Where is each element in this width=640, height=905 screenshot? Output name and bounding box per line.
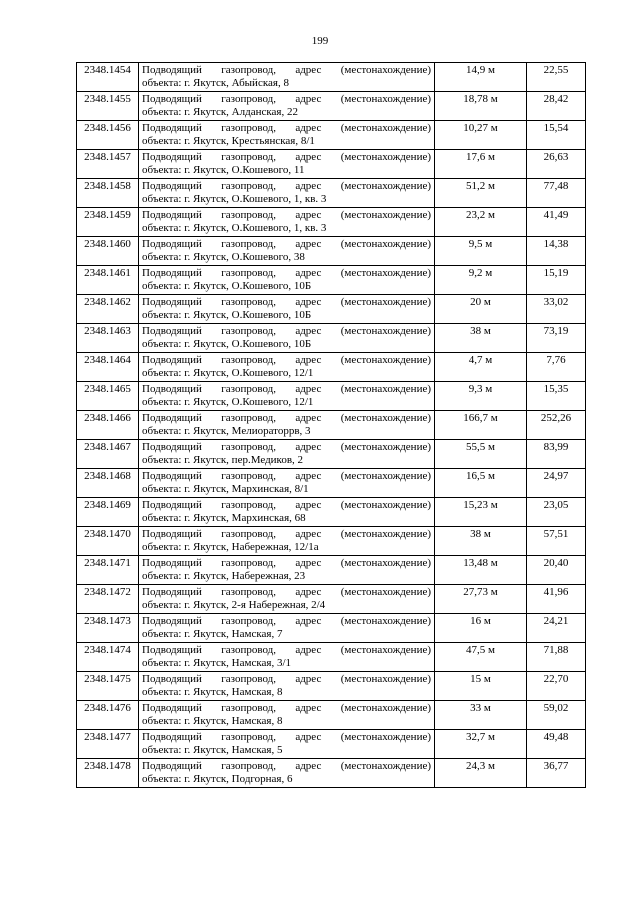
object-description-cell (139, 121, 435, 150)
description-line-1: Подводящий газопровод, адрес (местонахождение) (142, 325, 431, 337)
description-line-2: объекта: г. Якутск, О.Кошевого, 1, кв. 3 (142, 193, 327, 205)
table-row (77, 121, 586, 150)
table-row (77, 353, 586, 382)
description-line-2: объекта: г. Якутск, Намская, 8 (142, 715, 283, 727)
description-line-2: объекта: г. Якутск, Абыйская, 8 (142, 77, 289, 89)
description-line-2: объекта: г. Якутск, Мархинская, 8/1 (142, 483, 309, 495)
registry-number-cell: 2348.1468 (77, 469, 139, 498)
description-line-2: объекта: г. Якутск, Набережная, 23 (142, 570, 306, 582)
value-cell: 26,63 (527, 150, 586, 179)
object-description-cell (139, 92, 435, 121)
description-line-1: Подводящий газопровод, адрес (местонахождение) (142, 180, 431, 192)
table-row (77, 179, 586, 208)
length-cell: 15 м (435, 672, 527, 701)
object-description-cell (139, 527, 435, 556)
length-cell: 55,5 м (435, 440, 527, 469)
length-cell: 23,2 м (435, 208, 527, 237)
table-row (77, 469, 586, 498)
description-line-2: объекта: г. Якутск, О.Кошевого, 10Б (142, 338, 312, 350)
registry-number-cell: 2348.1465 (77, 382, 139, 411)
value-cell: 28,42 (527, 92, 586, 121)
value-cell: 41,49 (527, 208, 586, 237)
description-line-1: Подводящий газопровод, адрес (местонахождение) (142, 586, 431, 598)
value-cell: 77,48 (527, 179, 586, 208)
object-description-cell (139, 643, 435, 672)
value-cell: 14,38 (527, 237, 586, 266)
value-cell: 15,19 (527, 266, 586, 295)
table-row (77, 237, 586, 266)
registry-number-cell: 2348.1456 (77, 121, 139, 150)
description-line-2: объекта: г. Якутск, О.Кошевого, 38 (142, 251, 305, 263)
registry-number-cell: 2348.1463 (77, 324, 139, 353)
length-cell: 10,27 м (435, 121, 527, 150)
description-line-1: Подводящий газопровод, адрес (местонахождение) (142, 557, 431, 569)
registry-number-cell: 2348.1461 (77, 266, 139, 295)
description-line-2: объекта: г. Якутск, О.Кошевого, 12/1 (142, 367, 314, 379)
length-cell: 15,23 м (435, 498, 527, 527)
value-cell: 20,40 (527, 556, 586, 585)
description-line-2: объекта: г. Якутск, О.Кошевого, 10Б (142, 280, 312, 292)
description-line-2: объекта: г. Якутск, Намская, 5 (142, 744, 283, 756)
description-line-2: объекта: г. Якутск, Крестьянская, 8/1 (142, 135, 315, 147)
description-line-2: объекта: г. Якутск, Намская, 3/1 (142, 657, 292, 669)
value-cell: 252,26 (527, 411, 586, 440)
description-line-1: Подводящий газопровод, адрес (местонахождение) (142, 209, 431, 221)
value-cell: 24,21 (527, 614, 586, 643)
table-row (77, 208, 586, 237)
registry-number-cell: 2348.1467 (77, 440, 139, 469)
value-cell: 22,55 (527, 63, 586, 92)
object-description-cell (139, 701, 435, 730)
object-description-cell (139, 208, 435, 237)
table-row (77, 585, 586, 614)
length-cell: 9,2 м (435, 266, 527, 295)
description-line-2: объекта: г. Якутск, О.Кошевого, 1, кв. 3 (142, 222, 327, 234)
value-cell: 22,70 (527, 672, 586, 701)
description-line-2: объекта: г. Якутск, Мархинская, 68 (142, 512, 306, 524)
description-line-2: объекта: г. Якутск, 2-я Набережная, 2/4 (142, 599, 326, 611)
table-row (77, 295, 586, 324)
table-row (77, 759, 586, 788)
table-row (77, 672, 586, 701)
description-line-1: Подводящий газопровод, адрес (местонахождение) (142, 702, 431, 714)
registry-number-cell: 2348.1471 (77, 556, 139, 585)
object-description-cell (139, 498, 435, 527)
description-line-1: Подводящий газопровод, адрес (местонахождение) (142, 296, 431, 308)
table-row (77, 324, 586, 353)
table-row (77, 440, 586, 469)
description-line-2: объекта: г. Якутск, Мелиораторрв, 3 (142, 425, 311, 437)
description-line-1: Подводящий газопровод, адрес (местонахождение) (142, 731, 431, 743)
description-line-2: объекта: г. Якутск, Подгорная, 6 (142, 773, 293, 785)
description-line-2: объекта: г. Якутск, Набережная, 12/1а (142, 541, 319, 553)
description-line-1: Подводящий газопровод, адрес (местонахождение) (142, 615, 431, 627)
object-description-cell (139, 150, 435, 179)
value-cell: 57,51 (527, 527, 586, 556)
description-line-1: Подводящий газопровод, адрес (местонахождение) (142, 470, 431, 482)
length-cell: 4,7 м (435, 353, 527, 382)
registry-number-cell: 2348.1459 (77, 208, 139, 237)
table-row (77, 730, 586, 759)
description-line-1: Подводящий газопровод, адрес (местонахождение) (142, 499, 431, 511)
value-cell: 73,19 (527, 324, 586, 353)
table-row (77, 527, 586, 556)
value-cell: 36,77 (527, 759, 586, 788)
description-line-1: Подводящий газопровод, адрес (местонахождение) (142, 267, 431, 279)
length-cell: 27,73 м (435, 585, 527, 614)
description-line-2: объекта: г. Якутск, Намская, 7 (142, 628, 283, 640)
object-description-cell (139, 63, 435, 92)
length-cell: 38 м (435, 527, 527, 556)
object-description-cell (139, 556, 435, 585)
table-row (77, 614, 586, 643)
value-cell: 24,97 (527, 469, 586, 498)
object-description-cell (139, 353, 435, 382)
length-cell: 16,5 м (435, 469, 527, 498)
object-description-cell (139, 382, 435, 411)
registry-number-cell: 2348.1455 (77, 92, 139, 121)
description-line-2: объекта: г. Якутск, О.Кошевого, 11 (142, 164, 305, 176)
value-cell: 41,96 (527, 585, 586, 614)
description-line-1: Подводящий газопровод, адрес (местонахождение) (142, 760, 431, 772)
length-cell: 9,5 м (435, 237, 527, 266)
description-line-1: Подводящий газопровод, адрес (местонахождение) (142, 238, 431, 250)
object-description-cell (139, 295, 435, 324)
description-line-1: Подводящий газопровод, адрес (местонахождение) (142, 151, 431, 163)
table-row (77, 266, 586, 295)
table-body (77, 63, 586, 788)
length-cell: 51,2 м (435, 179, 527, 208)
registry-number-cell: 2348.1457 (77, 150, 139, 179)
table-row (77, 382, 586, 411)
object-description-cell (139, 759, 435, 788)
value-cell: 15,54 (527, 121, 586, 150)
description-line-1: Подводящий газопровод, адрес (местонахождение) (142, 412, 431, 424)
registry-number-cell: 2348.1472 (77, 585, 139, 614)
value-cell: 15,35 (527, 382, 586, 411)
length-cell: 14,9 м (435, 63, 527, 92)
registry-number-cell: 2348.1478 (77, 759, 139, 788)
value-cell: 23,05 (527, 498, 586, 527)
registry-number-cell: 2348.1477 (77, 730, 139, 759)
value-cell: 7,76 (527, 353, 586, 382)
object-description-cell (139, 179, 435, 208)
description-line-2: объекта: г. Якутск, пер.Медиков, 2 (142, 454, 304, 466)
table-row (77, 150, 586, 179)
gas-pipeline-registry-table (76, 62, 586, 788)
registry-number-cell: 2348.1470 (77, 527, 139, 556)
registry-number-cell: 2348.1474 (77, 643, 139, 672)
value-cell: 71,88 (527, 643, 586, 672)
table-row (77, 63, 586, 92)
registry-number-cell: 2348.1473 (77, 614, 139, 643)
registry-number-cell: 2348.1464 (77, 353, 139, 382)
page-number: 199 (311, 35, 329, 47)
registry-number-cell: 2348.1475 (77, 672, 139, 701)
object-description-cell (139, 237, 435, 266)
object-description-cell (139, 324, 435, 353)
length-cell: 20 м (435, 295, 527, 324)
length-cell: 24,3 м (435, 759, 527, 788)
description-line-2: объекта: г. Якутск, Алданская, 22 (142, 106, 298, 118)
registry-number-cell: 2348.1460 (77, 237, 139, 266)
registry-number-cell: 2348.1454 (77, 63, 139, 92)
value-cell: 33,02 (527, 295, 586, 324)
table-row (77, 556, 586, 585)
table-row (77, 498, 586, 527)
length-cell: 33 м (435, 701, 527, 730)
length-cell: 32,7 м (435, 730, 527, 759)
value-cell: 59,02 (527, 701, 586, 730)
length-cell: 47,5 м (435, 643, 527, 672)
length-cell: 13,48 м (435, 556, 527, 585)
description-line-1: Подводящий газопровод, адрес (местонахождение) (142, 383, 431, 395)
object-description-cell (139, 440, 435, 469)
registry-number-cell: 2348.1469 (77, 498, 139, 527)
description-line-1: Подводящий газопровод, адрес (местонахождение) (142, 354, 431, 366)
description-line-2: объекта: г. Якутск, О.Кошевого, 12/1 (142, 396, 314, 408)
length-cell: 166,7 м (435, 411, 527, 440)
length-cell: 16 м (435, 614, 527, 643)
description-line-2: объекта: г. Якутск, Намская, 8 (142, 686, 283, 698)
description-line-1: Подводящий газопровод, адрес (местонахождение) (142, 528, 431, 540)
value-cell: 49,48 (527, 730, 586, 759)
object-description-cell (139, 614, 435, 643)
registry-number-cell: 2348.1466 (77, 411, 139, 440)
object-description-cell (139, 585, 435, 614)
registry-number-cell: 2348.1462 (77, 295, 139, 324)
length-cell: 9,3 м (435, 382, 527, 411)
length-cell: 38 м (435, 324, 527, 353)
registry-number-cell: 2348.1476 (77, 701, 139, 730)
table-row (77, 92, 586, 121)
value-cell: 83,99 (527, 440, 586, 469)
registry-number-cell: 2348.1458 (77, 179, 139, 208)
table-row (77, 411, 586, 440)
description-line-2: объекта: г. Якутск, О.Кошевого, 10Б (142, 309, 312, 321)
object-description-cell (139, 411, 435, 440)
object-description-cell (139, 266, 435, 295)
object-description-cell (139, 672, 435, 701)
description-line-1: Подводящий газопровод, адрес (местонахождение) (142, 441, 431, 453)
object-description-cell (139, 730, 435, 759)
table-row (77, 701, 586, 730)
length-cell: 18,78 м (435, 92, 527, 121)
length-cell: 17,6 м (435, 150, 527, 179)
object-description-cell (139, 469, 435, 498)
description-line-1: Подводящий газопровод, адрес (местонахождение) (142, 673, 431, 685)
table-row (77, 643, 586, 672)
description-line-1: Подводящий газопровод, адрес (местонахождение) (142, 64, 431, 76)
description-line-1: Подводящий газопровод, адрес (местонахождение) (142, 644, 431, 656)
description-line-1: Подводящий газопровод, адрес (местонахождение) (142, 122, 431, 134)
description-line-1: Подводящий газопровод, адрес (местонахождение) (142, 93, 431, 105)
